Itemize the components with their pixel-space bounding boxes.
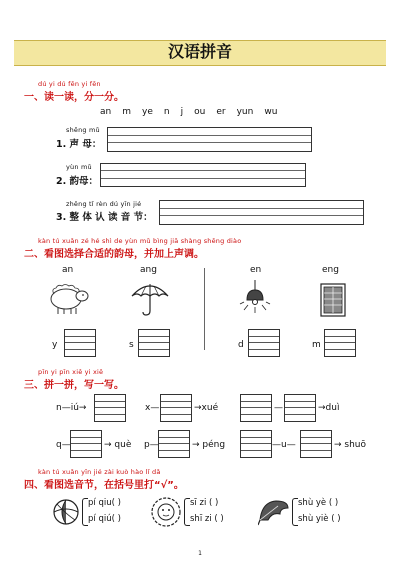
s3-heading: 三、拼一拼，写一写。 <box>24 380 124 391</box>
s3-r2-c: p— <box>144 440 159 450</box>
initial-d: d <box>238 340 244 350</box>
s3-r2-box3[interactable] <box>240 430 272 458</box>
letter-yun: yun <box>236 107 254 117</box>
letter-wu: wu <box>264 107 278 117</box>
s3-r2-f: → shuō <box>334 440 367 450</box>
s1-row2-label: 2. 韵母： <box>56 176 99 187</box>
s3-r1-dash: — <box>274 403 283 413</box>
g2-option-2[interactable]: shī zi ( ) <box>190 514 224 524</box>
s1-row1-label: 1. 声 母： <box>56 139 102 150</box>
door-icon <box>320 283 346 317</box>
option-an: an <box>62 265 74 275</box>
s3-r1-box4[interactable] <box>284 394 316 422</box>
letter-ou: ou <box>194 107 206 117</box>
page-title: 汉语拼音 <box>167 42 232 61</box>
g2-option-1[interactable]: sī zi ( ) <box>190 498 219 508</box>
letter-j: j <box>180 107 184 117</box>
letter-ye: ye <box>142 107 153 117</box>
s2-heading: 二、看图选择合适的韵母，并加上声调。 <box>24 249 204 260</box>
s1-row1-pinyin: shēng mǔ <box>66 126 100 134</box>
sheep-icon <box>46 282 90 316</box>
ball-icon <box>52 498 80 526</box>
letter-er: er <box>216 107 226 117</box>
s3-r2-d: → péng <box>192 440 226 450</box>
answer-box-m[interactable] <box>324 329 356 357</box>
letter-pool <box>100 107 300 117</box>
umbrella-icon <box>130 280 170 318</box>
page-number: 1 <box>198 550 202 557</box>
answer-box-d[interactable] <box>248 329 280 357</box>
s3-r2-box4[interactable] <box>300 430 332 458</box>
s4-pinyin: kàn tú xuǎn yīn jié zài kuò hào lǐ dǎ <box>38 468 161 476</box>
s3-r2-box1[interactable] <box>70 430 102 458</box>
g3-option-2[interactable]: shù yiè ( ) <box>298 514 341 524</box>
s2-pinyin: kàn tú xuǎn zé hé shì de yùn mǔ bìng jiā shàng shēng diào <box>38 237 242 245</box>
option-eng: eng <box>322 265 339 275</box>
answer-box-y[interactable] <box>64 329 96 357</box>
lamp-icon <box>238 280 272 316</box>
s1-heading: 一、读一读，分一分。 <box>24 92 124 103</box>
s3-r2-a: q— <box>56 440 71 450</box>
initial-m: m <box>312 340 321 350</box>
lion-icon <box>150 496 182 528</box>
s1-row3-label: 3. 整 体 认 读 音 节： <box>56 212 153 223</box>
s1-row3-pinyin: zhěng tǐ rèn dú yīn jié <box>66 200 142 208</box>
g1-option-2[interactable]: pí qiú( ) <box>88 514 121 524</box>
s3-r1-box2[interactable] <box>160 394 192 422</box>
s3-r1-box1[interactable] <box>94 394 126 422</box>
s3-r1-b: x— <box>145 403 160 413</box>
initial-s: s <box>129 340 134 350</box>
s3-r1-c: →xué <box>194 403 219 413</box>
g1-option-1[interactable]: pí qiu( ) <box>88 498 121 508</box>
letter-n: n <box>163 107 170 117</box>
option-en: en <box>250 265 262 275</box>
s1-row2-pinyin: yùn mǔ <box>66 163 92 171</box>
letter-an: an <box>100 107 112 117</box>
g3-option-1[interactable]: shù yè ( ) <box>298 498 339 508</box>
initial-y: y <box>52 340 58 350</box>
section2-divider <box>204 268 205 350</box>
s3-r1-box3[interactable] <box>240 394 272 422</box>
answer-box-s[interactable] <box>138 329 170 357</box>
s3-pinyin: pīn yi pīn xiě yi xiě <box>38 368 104 376</box>
s3-r2-b: → què <box>104 440 132 450</box>
s3-r1-a: n—iú→ <box>56 403 87 413</box>
option-ang: ang <box>140 265 157 275</box>
leaf-icon <box>258 498 290 526</box>
letter-m: m <box>122 107 132 117</box>
s4-heading: 四、看图选音节，在括号里打“√”。 <box>24 480 184 491</box>
s1-pinyin: dú yi dú fēn yi fēn <box>38 80 101 88</box>
s3-r2-e: —u— <box>272 440 296 450</box>
s3-r1-d: →duì <box>318 403 340 413</box>
s1-row2-box[interactable] <box>100 163 306 187</box>
s1-row1-box[interactable] <box>107 127 312 152</box>
s1-row3-box[interactable] <box>159 200 364 225</box>
s3-r2-box2[interactable] <box>158 430 190 458</box>
